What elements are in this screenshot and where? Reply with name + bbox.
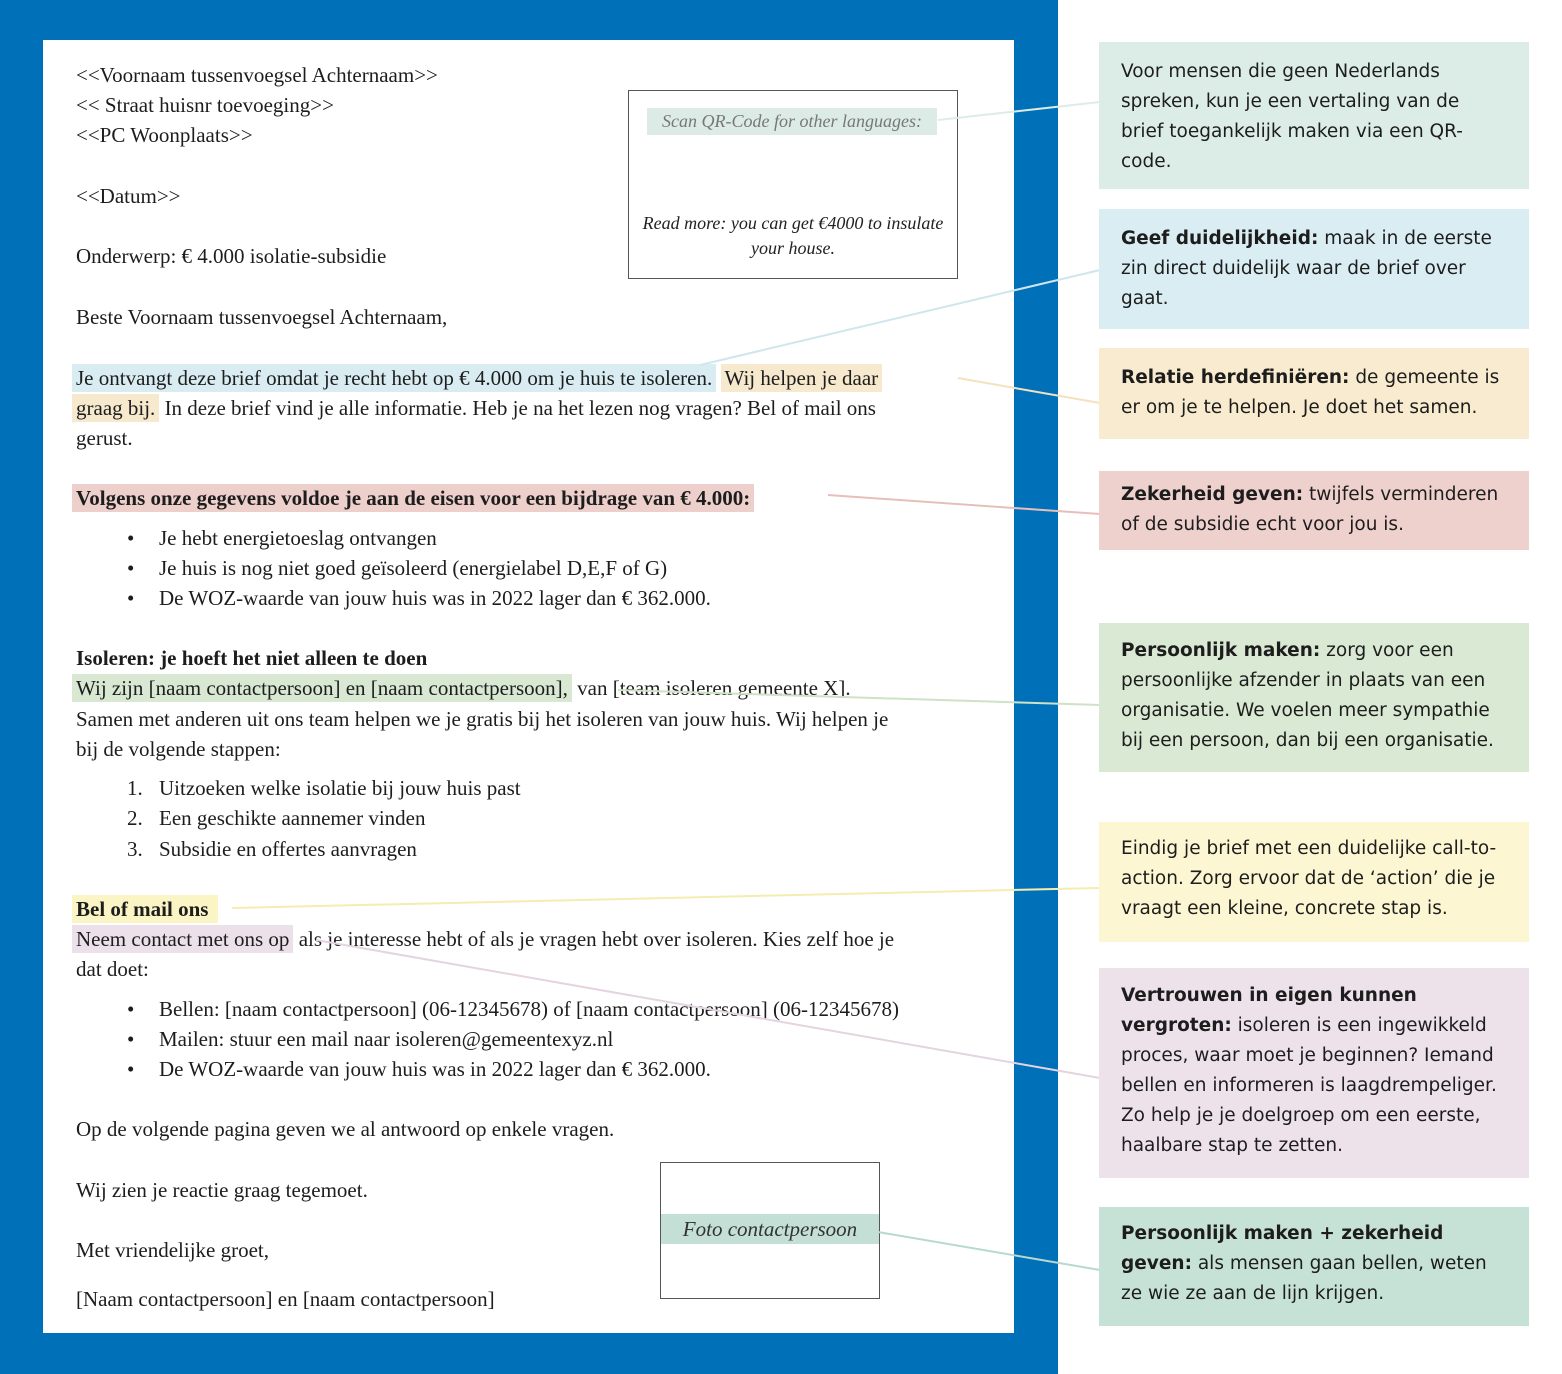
list-item: • Mailen: stuur een mail naar isoleren@gemeentexyz.nl <box>127 1027 614 1051</box>
connector-cta <box>232 888 1100 908</box>
address-street: << Straat huisnr toevoeging>> <box>76 93 334 117</box>
list-item: 3. Subsidie en offertes aanvragen <box>127 837 417 861</box>
salutation: Beste Voornaam tussenvoegsel Achternaam, <box>76 305 448 329</box>
connector-qr <box>938 102 1100 120</box>
connector-certainty <box>828 495 1100 514</box>
note-qr: Voor mensen die geen Nederlands spreken, kun je een vertaling van de brief toegankelijk maken via een QR-code. <box>1099 42 1529 189</box>
note-photo: Persoonlijk maken + zekerheid geven: als mensen gaan bellen, weten ze wie ze aan de lijn krijgen. <box>1099 1207 1529 1326</box>
connector-clarity <box>700 270 1100 365</box>
note-cta: Eindig je brief met een duidelijke call-to-action. Zorg ervoor dat de ‘action’ die je vraagt een kleine, concrete stap is. <box>1099 822 1529 942</box>
letter-date: <<Datum>> <box>76 184 181 208</box>
list-item: 1. Uitzoeken welke isolatie bij jouw huis past <box>127 776 521 800</box>
note-personal: Persoonlijk maken: zorg voor een persoonlijke afzender in plaats van een organisatie. We voelen meer sympathie bij een persoon, dan bij een organisatie. <box>1099 623 1529 772</box>
connector-personal <box>618 690 1100 705</box>
photo-label: Foto contactpersoon <box>661 1214 879 1244</box>
contact-line-2: dat doet: <box>76 957 149 981</box>
connector-confidence <box>316 940 1100 1078</box>
intro-line-3: gerust. <box>76 426 133 450</box>
letter-subject: Onderwerp: € 4.000 isolatie-subsidie <box>76 244 387 268</box>
qr-label: Scan QR-Code for other languages: <box>647 108 937 135</box>
signature: [Naam contactpersoon] en [naam contactpersoon] <box>76 1287 495 1311</box>
qr-description: Read more: you can get €4000 to insulate your house. <box>642 213 944 258</box>
list-item: • De WOZ-waarde van jouw huis was in 2022 lager dan € 362.000. <box>127 586 711 610</box>
highlight-eligibility: Volgens onze gegevens voldoe je aan de eisen voor een bijdrage van € 4.000: <box>72 484 754 512</box>
highlight-personal: Wij zijn [naam contactpersoon] en [naam contactpersoon], <box>72 674 572 702</box>
connector-photo <box>878 1232 1100 1270</box>
closing-text: Wij zien je reactie graag tegemoet. <box>76 1178 368 1202</box>
highlight-cta: Bel of mail ons <box>72 895 218 923</box>
list-item: • Bellen: [naam contactpersoon] (06-12345678) of [naam contactpersoon] (06-12345678) <box>127 997 900 1021</box>
list-item: • De WOZ-waarde van jouw huis was in 2022 lager dan € 362.000. <box>127 1057 711 1081</box>
list-item: 2. Een geschikte aannemer vinden <box>127 806 426 830</box>
highlight-help-cont: graag bij. <box>72 394 159 422</box>
address-name: <<Voornaam tussenvoegsel Achternaam>> <box>76 63 438 87</box>
list-item: • Je huis is nog niet goed geïsoleerd (energielabel D,E,F of G) <box>127 556 668 580</box>
team-line-1: Wij zijn [naam contactpersoon] en [naam contactpersoon], van [team isoleren gemeente X]. <box>76 675 851 701</box>
next-page-text: Op de volgende pagina geven we al antwoord op enkele vragen. <box>76 1117 615 1141</box>
note-clarity: Geef duidelijkheid: maak in de eerste zin direct duidelijk waar de brief over gaat. <box>1099 209 1529 329</box>
contact-line-1: Neem contact met ons op als je interesse hebt of als je vragen hebt over isoleren. Kies zelf hoe je <box>76 926 894 952</box>
team-line-2: Samen met anderen uit ons team helpen we je gratis bij het isoleren van jouw huis. Wij helpen je <box>76 707 889 731</box>
address-city: <<PC Woonplaats>> <box>76 123 253 147</box>
note-confidence: Vertrouwen in eigen kunnen vergroten: isoleren is een ingewikkeld proces, waar moet je beginnen? Iemand bellen en informeren is laagdrempeliger. Zo help je je doelgroep om een eerste, haalbare stap te zetten. <box>1099 968 1529 1178</box>
highlight-contact: Neem contact met ons op <box>72 925 293 953</box>
team-line-3: bij de volgende stappen: <box>76 737 281 761</box>
highlight-reason: Je ontvangt deze brief omdat je recht hebt op € 4.000 om je huis te isoleren. <box>72 364 716 392</box>
intro-rest: In deze brief vind je alle informatie. Heb je na het lezen nog vragen? Bel of mail ons <box>159 396 876 420</box>
list-item: • Je hebt energietoeslag ontvangen <box>127 526 437 550</box>
note-certainty: Zekerheid geven: twijfels verminderen of de subsidie echt voor jou is. <box>1099 471 1529 550</box>
note-relation: Relatie herdefiniëren: de gemeente is er om je te helpen. Je doet het samen. <box>1099 348 1529 439</box>
highlight-help: Wij helpen je daar <box>721 364 882 392</box>
greeting: Met vriendelijke groet, <box>76 1238 270 1262</box>
connector-relation <box>958 378 1100 403</box>
team-heading: Isoleren: je hoeft het niet alleen te doen <box>76 646 428 670</box>
